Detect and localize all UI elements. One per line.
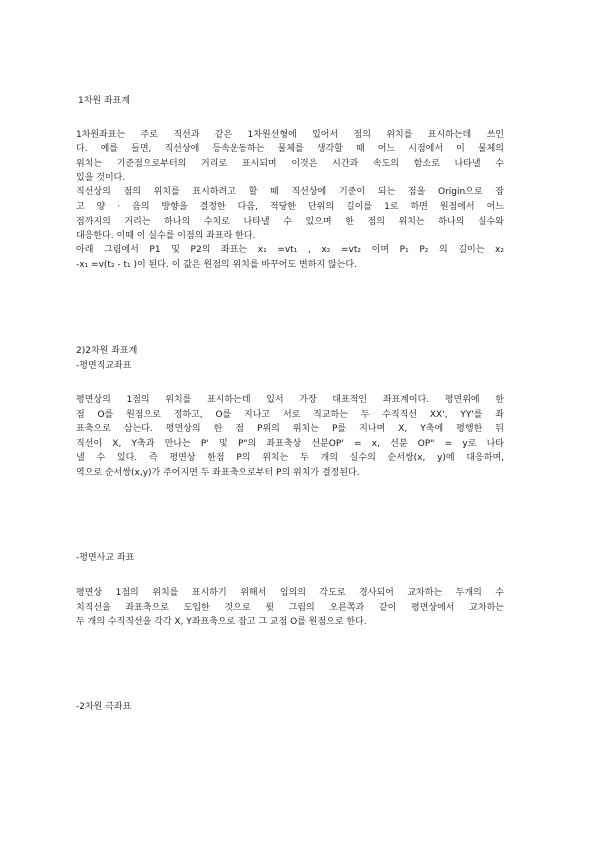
section-title-1d-coordinates: 1차원 좌표계	[78, 96, 131, 106]
paragraph-line: -x₁ =v(t₂ - t₁ )이 된다. 이 값은 원점의 위치를 바꾸어도 변하지 않는다.	[76, 260, 357, 270]
paragraph-line: 다. 예를 들면, 직선상에 등속운동하는 물체를 생각할 때 어느 시점에서 이 물체의	[76, 144, 504, 154]
section-title-2d-coordinates: 2)2차원 좌표계	[76, 346, 138, 356]
paragraph-line: 고 양 · 음의 방향을 결정한 다음, 적당한 단위의 길이를 1로 하면 원점에서 어느	[76, 202, 504, 212]
paragraph-line: 치직선을 좌표축으로 도입한 것으로 윗 그림의 오른쪽과 같이 평면상에서 교차하는	[76, 603, 504, 613]
paragraph-line: 점 O를 원점으로 정하고, O를 지나고 서로 직교하는 두 수직직선 XX', YY'를 좌	[76, 410, 504, 420]
paragraph-line: 있을 것이다.	[76, 173, 126, 183]
paragraph-line: 평면상 1점의 위치를 표시하기 위해서 임의의 각도로 경사되어 교차하는 두개의 수	[76, 588, 504, 598]
paragraph-line: 직선이 X, Y축과 만나는 P' 및 P"의 좌표축상 선분OP' = x, 선분 OP" = y로 나타	[76, 439, 504, 449]
paragraph-line: 위치는 기준점으로부터의 거리로 표시되며 이것은 시간과 속도의 함소로 나타낼 수	[76, 159, 504, 169]
paragraph-line: 점까지의 거리는 하나의 수치로 나타낼 수 있으며 한 점의 위치는 하나의 실수와	[76, 217, 504, 227]
paragraph-line: 두 개의 수직직선을 각각 X, Y좌표축으로 잡고 그 교점 O를 원점으로 한다.	[76, 617, 367, 627]
paragraph-line: 1차원좌표는 주로 직선과 같은 1차원선형에 있어서 점의 위치를 표시하는데 쓰인	[76, 130, 504, 140]
section-title-oblique-coordinates: -평면사교 좌표	[76, 553, 135, 563]
section-title-polar-coordinates: -2차원 극좌표	[76, 702, 132, 712]
paragraph-line: 직선상의 점의 위치를 표시하려고 할 때 직선상에 기준이 되는 점을 Origin으로 잡	[76, 187, 504, 197]
paragraph-line: 낼 수 있다. 즉 평면상 한점 P의 위치는 두 개의 실수의 순서쌍(x, y)에 대응하며,	[76, 453, 504, 463]
section-subtitle-cartesian: -평면직교좌표	[76, 361, 132, 371]
paragraph-line: 대응한다. 이때 이 실수를 이점의 좌표라 한다.	[76, 231, 256, 241]
paragraph-line: 아래 그림에서 P1 및 P2의 좌표는 x₁ =vt₁ , x₂ =vt₂ 이며 P₁ P₂ 의 길이는 x₂	[76, 245, 504, 255]
paragraph-line: 평면상의 1점의 위치를 표시하는데 있서 가장 대표적인 좌표계이다. 평면위에 한	[76, 395, 504, 405]
paragraph-line: 역으로 순서쌍(x,y)가 주어지면 두 좌표축으로부터 P의 위치가 결정된다.	[76, 468, 360, 478]
paragraph-line: 표축으로 삼는다. 평면상의 한 점 P위의 위치는 P를 지나며 X, Y축에 평행한 뒤	[76, 424, 504, 434]
